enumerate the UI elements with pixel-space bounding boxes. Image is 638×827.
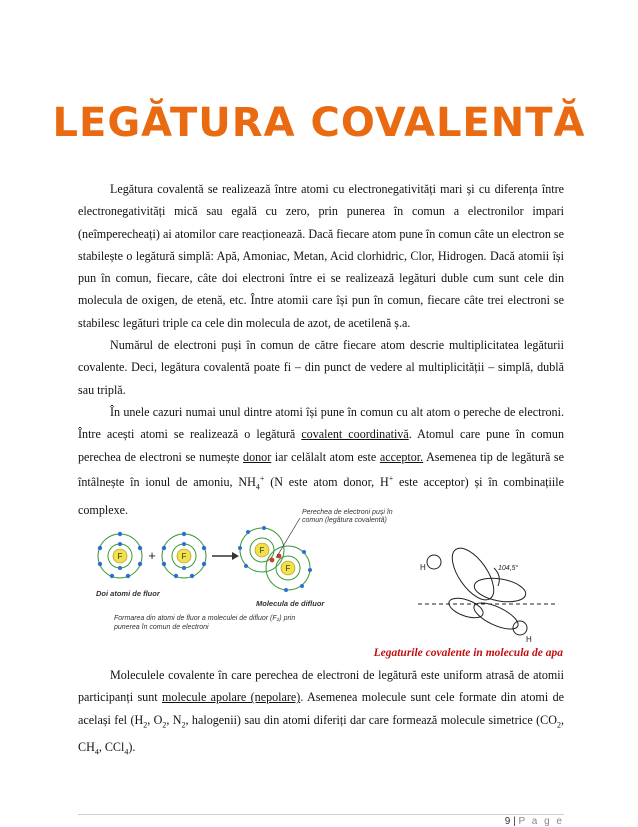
paragraph-4	[78, 664, 564, 764]
caption-formation-1: Formarea din atomi de fluor a moleculei de difluor (F₂) prin	[114, 615, 296, 622]
superscript-plus-1: +	[259, 473, 265, 483]
page-number: 9	[504, 816, 511, 827]
callout-line-2: comun (legătura covalentă)	[302, 517, 387, 524]
sub-co2: 2	[556, 720, 561, 729]
superscript-plus-2: +	[388, 473, 394, 483]
footer-divider	[78, 814, 564, 815]
p3-text-b: . Atomul care pune în comun perechea de electroni se numește	[78, 427, 565, 464]
difluor-molecule	[238, 518, 312, 592]
atom-label-f-1: F	[117, 552, 123, 561]
paragraph-1	[78, 178, 564, 334]
sub-ccl4: 4	[124, 747, 129, 757]
fluorine-atom-2	[162, 532, 206, 578]
p3-text-c: iar celălalt atom este	[271, 449, 380, 464]
p3-text-d: Asemenea tip de legătură se întâlnește în ionul de amoniu, NH	[78, 449, 564, 489]
fluorine-figure	[96, 509, 393, 631]
sub-ch4: 4	[94, 747, 99, 757]
term-donor: donor	[243, 449, 272, 464]
atom-label-h-2: H	[526, 635, 532, 644]
p4-text-b: . Asemenea molecule sunt cele formate din atomi de același fel (H	[78, 690, 564, 727]
page-title: LEGĂTURA COVALENTĂ	[52, 100, 586, 146]
atom-label-f-2: F	[181, 552, 187, 561]
p4-text-h: ).	[128, 740, 136, 755]
sub-n2: 2	[181, 720, 186, 729]
term-molecule-apolare: molecule apolare (nepolare)	[161, 690, 301, 705]
body-text-bottom	[78, 664, 564, 764]
atom-label-f-3: F	[259, 546, 265, 555]
page-label: P a g e	[518, 816, 564, 827]
p4-text-e: , halogenii) sau din atomi diferiți dar care formează molecule simetrice (CO	[185, 712, 557, 727]
paragraph-3	[78, 401, 564, 521]
plus-sign: +	[148, 548, 156, 563]
atom-label-f-4: F	[285, 564, 291, 573]
caption-molecule: Molecula de difluor	[256, 599, 325, 608]
p3-text-a: În unele cazuri numai unul dintre atomi își pune în comun cu alt atom o pereche de electroni. Între acești atomi se realizează o legătură	[78, 404, 564, 442]
term-acceptor: acceptor.	[379, 449, 424, 464]
page-footer	[505, 816, 564, 827]
p4-text-f: , CH	[78, 712, 564, 755]
callout-line-1: Perechea de electroni puși în	[302, 509, 393, 516]
paragraph-2	[78, 334, 564, 401]
p3-text-f: este acceptor) și în combinațiile complexe.	[78, 474, 564, 517]
water-caption: Legaturile covalente in molecula de apa	[373, 647, 563, 659]
sub-h2: 2	[143, 720, 148, 729]
paragraph-2-text: Numărul de electroni puși în comun de către fiecare atom descrie multiplicitatea legăturii covalente. Deci, legătura covalentă poate fi – din punct de vedere al multiplicității – simplă, dublă sau triplă.	[78, 338, 564, 397]
term-covalent-coordinativa: covalent coordinativă	[301, 427, 409, 442]
body-text-top	[78, 178, 564, 521]
subscript-4: 4	[255, 482, 260, 492]
p4-text-g: , CCl	[98, 740, 125, 755]
bond-angle-label: 104,5°	[498, 565, 519, 572]
p4-text-a: Moleculele covalente în care perechea de electroni de legătură este uniform atrasă de atomii participanți sunt	[78, 668, 564, 705]
fluorine-atom-1	[98, 532, 142, 578]
caption-formation-2: punerea în comun de electroni	[114, 624, 209, 631]
footer-separator: |	[513, 816, 516, 827]
p4-text-d: , N	[166, 712, 182, 727]
sub-o2: 2	[162, 720, 167, 729]
p3-text-e: (N este atom donor, H	[264, 474, 389, 489]
caption-two-atoms: Doi atomi de fluor	[96, 589, 160, 598]
arrow	[212, 552, 239, 560]
p4-text-c: , O	[147, 712, 163, 727]
paragraph-1-text: Legătura covalentă se realizează între atomi cu electronegativități mari și cu diferența între electronegativități mică sau egală cu zero, prin punerea în comun a electronilor impari (neîmperecheați) ai atomilor care reacționează. Dacă fiecare atom pune în comun câte un electron se stabilește o legătură simplă: Apă, Amoniac, Metan, Acid clorhidric, Clor, Hidrogen. Dacă atomii își pun în comun, fiecare, câte doi electroni între ei se realizează legături duble cum sunt cele din molecula de oxigen, de etenă, etc. Între atomii care își pun în comun, fiecare câte trei electroni se stabilesc legături triple ca cele din molecula de azot, de acetilenă ș.a.	[78, 182, 564, 330]
water-figure	[418, 541, 558, 635]
atom-label-h-1: H	[420, 563, 426, 572]
